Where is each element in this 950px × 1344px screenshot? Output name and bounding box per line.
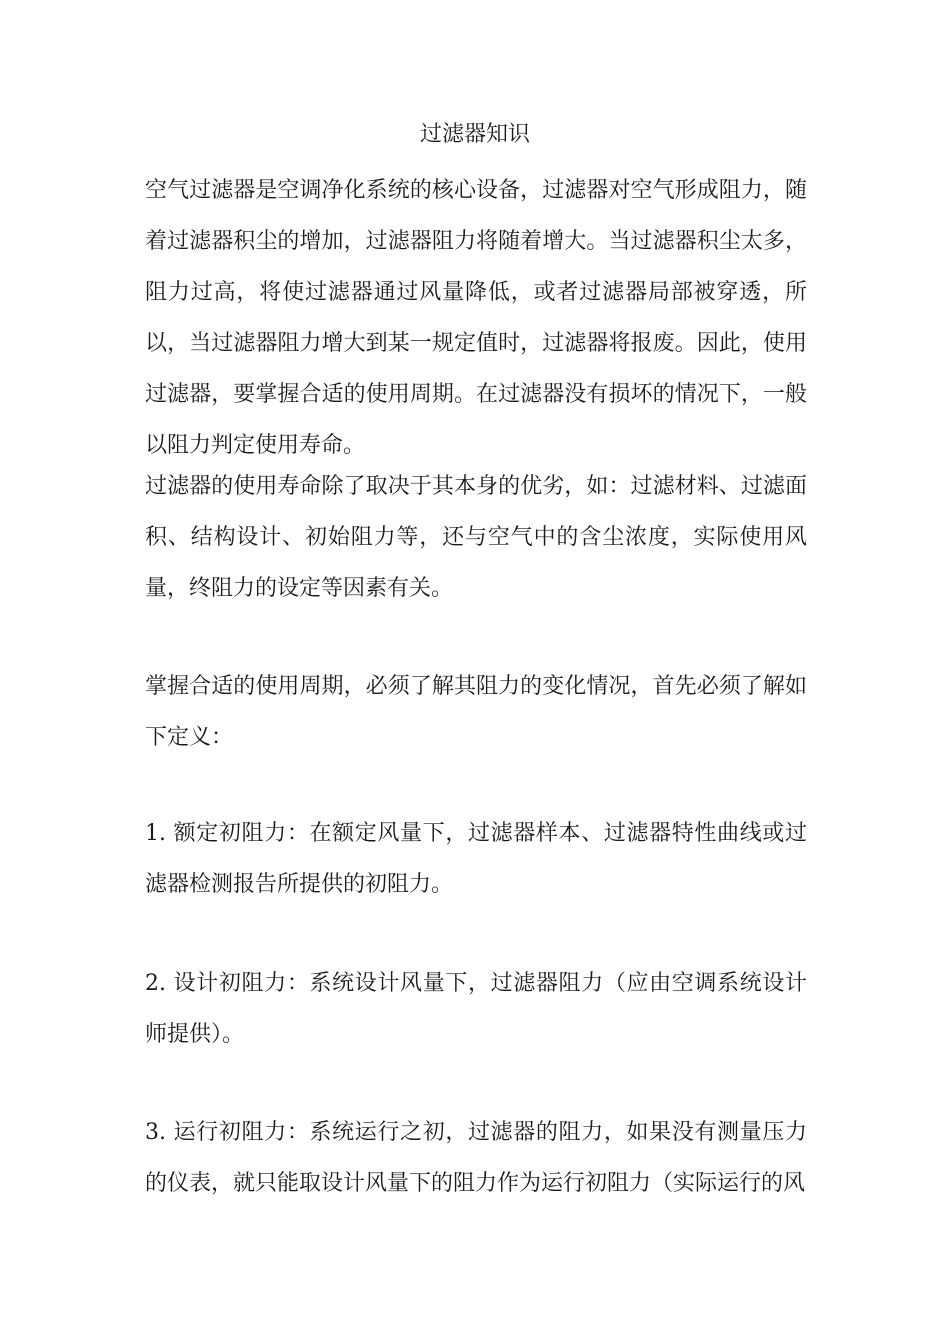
document-title: 过滤器知识	[419, 122, 530, 147]
definition-item-rated-initial-resistance: 1. 额定初阻力：在额定风量下，过滤器样本、过滤器特性曲线或过滤器检测报告所提供的初阻力。	[145, 821, 807, 897]
intro-paragraph: 空气过滤器是空调净化系统的核心设备，过滤器对空气形成阻力，随着过滤器积尘的增加，过滤器阻力将随着增大。当过滤器积尘太多，阻力过高，将使过滤器通过风量降低，或者过滤器局部被穿透，所以，当过滤器阻力增大到某一规定值时，过滤器将报废。因此，使用过滤器，要掌握合适的使用周期。在过滤器没有损坏的情况下，一般以阻力判定使用寿命。	[145, 178, 807, 458]
lifespan-paragraph: 过滤器的使用寿命除了取决于其本身的优劣，如：过滤材料、过滤面积、结构设计、初始阻力等，还与空气中的含尘浓度，实际使用风量，终阻力的设定等因素有关。	[145, 474, 807, 601]
definition-item-operating-initial-resistance: 3. 运行初阻力：系统运行之初，过滤器的阻力，如果没有测量压力的仪表，就只能取设计风量下的阻力作为运行初阻力（实际运行的风	[145, 1120, 807, 1196]
definition-item-design-initial-resistance: 2. 设计初阻力：系统设计风量下，过滤器阻力（应由空调系统设计师提供）。	[145, 971, 807, 1047]
definitions-intro-paragraph: 掌握合适的使用周期，必须了解其阻力的变化情况，首先必须了解如下定义：	[145, 674, 807, 750]
